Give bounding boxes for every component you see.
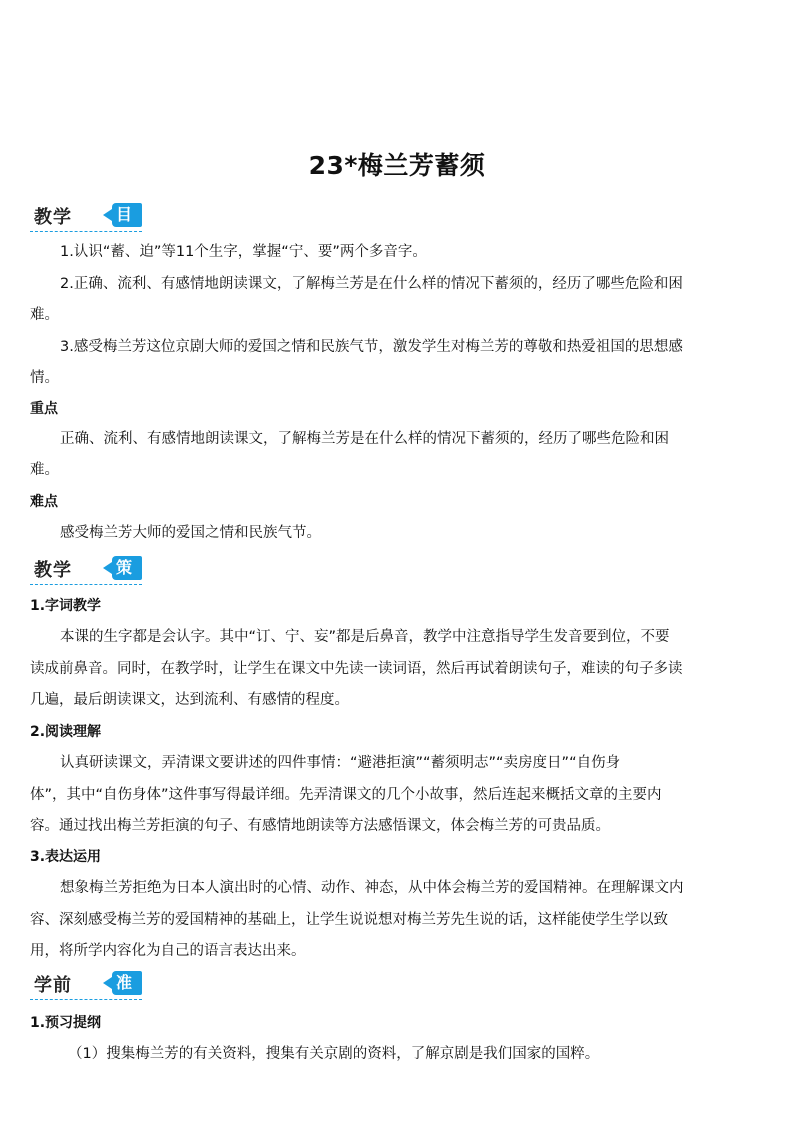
prep-p1: （1）搜集梅兰芳的有关资料，搜集有关京剧的资料，了解京剧是我们国家的国粹。 — [68, 1046, 600, 1062]
section-header-tag: 策略 — [112, 556, 142, 580]
tag-notch — [103, 209, 112, 221]
strategy-p2-c: 容。通过找出梅兰芳拒演的句子、有感情地朗读等方法感悟课文，体会梅兰芳的可贵品质。 — [30, 818, 610, 834]
strategy-p1-a: 本课的生字都是会认字。其中“订、宁、妄”都是后鼻音，教学中注意指导学生发音要到位，不要 — [60, 629, 670, 645]
section-header-prep — [30, 970, 142, 1016]
goal-line-3b: 情。 — [30, 370, 59, 386]
section-header-left: 教学 — [34, 560, 72, 581]
strategy-p2-b: 体”，其中“自伤身体”这件事写得最详细。先弄清课文的几个小故事，然后连起来概括文章的主要内 — [30, 787, 662, 803]
goal-line-3a: 3.感受梅兰芳这位京剧大师的爱国之情和民族气节，激发学生对梅兰芳的尊敬和热爱祖国的思想感 — [60, 339, 683, 355]
section-header-goals — [30, 202, 142, 248]
section-header-tag: 准备 — [112, 971, 142, 995]
strategy-heading-1: 1.字词教学 — [30, 598, 102, 614]
difficulty-label: 难点 — [30, 494, 58, 510]
section-underline — [30, 999, 142, 1000]
strategy-p1-c: 几遍，最后朗读课文，达到流利、有感情的程度。 — [30, 692, 349, 708]
key-point-text-b: 难。 — [30, 462, 59, 478]
strategy-p1-b: 读成前鼻音。同时，在教学时，让学生在课文中先读一读词语，然后再试着朗读句子，难读的句子多读 — [30, 661, 683, 677]
section-header-tag: 目标 — [112, 203, 142, 227]
tag-notch — [103, 977, 112, 989]
goal-line-2b: 难。 — [30, 307, 59, 323]
strategy-p2-a: 认真研读课文，弄清课文要讲述的四件事情：“避港拒演”“蓄须明志”“卖房度日”“自伤身 — [60, 755, 621, 771]
goal-line-2a: 2.正确、流利、有感情地朗读课文，了解梅兰芳是在什么样的情况下蓄须的，经历了哪些危险和困 — [60, 276, 683, 292]
key-point-text-a: 正确、流利、有感情地朗读课文，了解梅兰芳是在什么样的情况下蓄须的，经历了哪些危险和困 — [60, 431, 669, 447]
strategy-p3-a: 想象梅兰芳拒绝为日本人演出时的心情、动作、神态，从中体会梅兰芳的爱国精神。在理解课文内 — [60, 880, 684, 896]
strategy-p3-b: 容、深刻感受梅兰芳的爱国精神的基础上，让学生说说想对梅兰芳先生说的话，这样能使学生学以致 — [30, 912, 668, 928]
difficulty-text: 感受梅兰芳大师的爱国之情和民族气节。 — [60, 525, 321, 541]
key-point-label: 重点 — [30, 401, 58, 417]
section-underline — [30, 584, 142, 585]
section-header-strategy — [30, 555, 142, 601]
tag-notch — [103, 562, 112, 574]
page-title: 23*梅兰芳蓄须 — [308, 151, 486, 180]
section-underline — [30, 231, 142, 232]
strategy-heading-3: 3.表达运用 — [30, 849, 102, 865]
prep-heading-1: 1.预习提纲 — [30, 1015, 102, 1031]
strategy-heading-2: 2.阅读理解 — [30, 724, 102, 740]
goal-line-1: 1.认识“蓄、迫”等11个生字，掌握“宁、要”两个多音字。 — [60, 244, 427, 260]
section-header-left: 教学 — [34, 207, 72, 228]
section-header-left: 学前 — [34, 975, 72, 996]
strategy-p3-c: 用，将所学内容化为自己的语言表达出来。 — [30, 943, 306, 959]
